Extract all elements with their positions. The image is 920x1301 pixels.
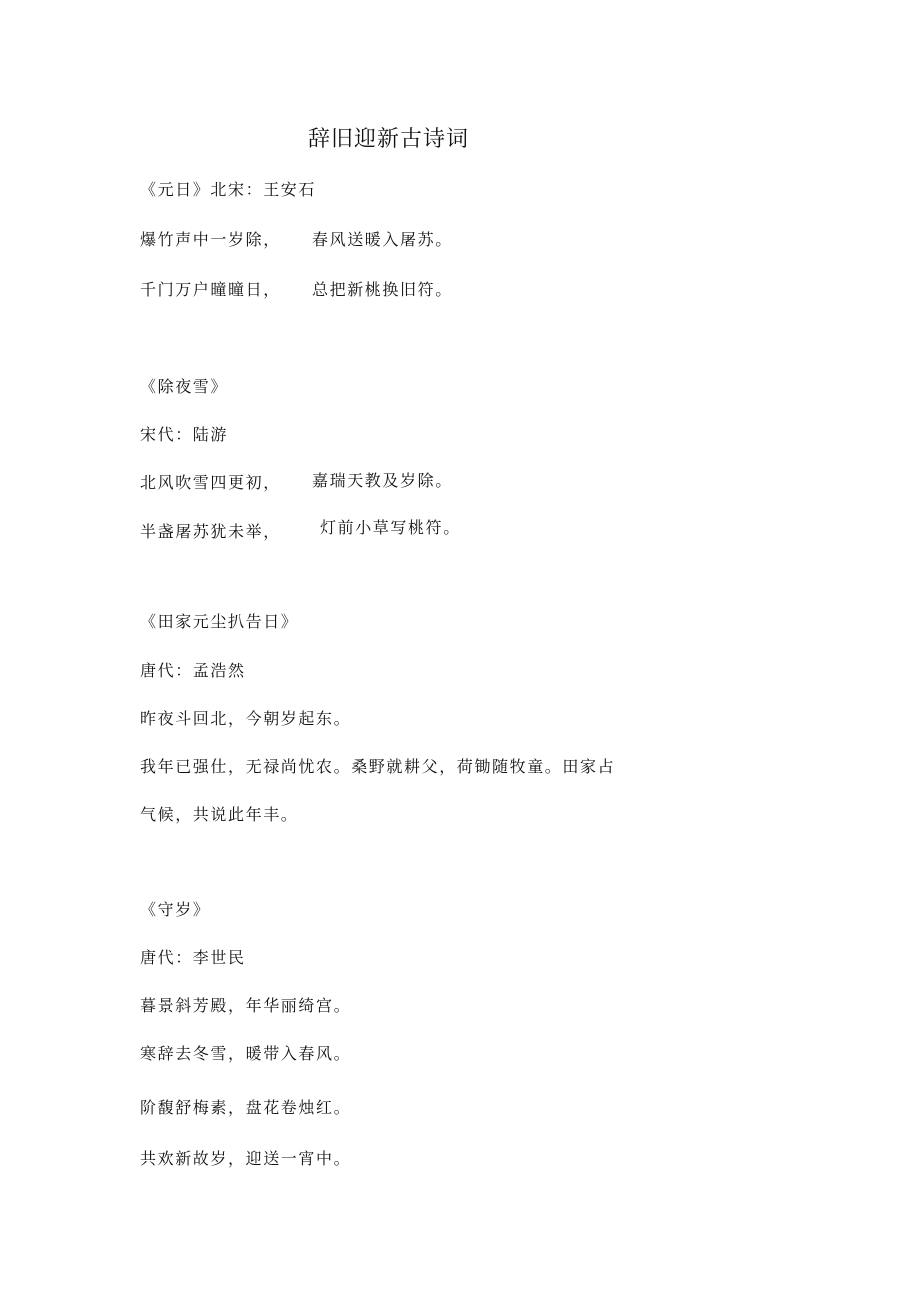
poem-author: 唐代：李世民 <box>140 948 246 967</box>
couplet-first-line: 千门万户曈曈日， <box>140 280 281 299</box>
poem-line: 阶馥舒梅素，盘花卷烛红。 <box>140 1098 352 1117</box>
poem-heading: 《田家元尘扒告日》 <box>140 612 299 631</box>
poem-couplet <box>140 280 740 300</box>
couplet-first-line: 爆竹声中一岁除， <box>140 230 281 249</box>
poem-heading: 《除夜雪》 <box>140 377 229 396</box>
document-title: 辞旧迎新古诗词 <box>308 127 470 152</box>
couplet-first-line: 半盏屠苏犹未举， <box>140 522 281 541</box>
poem-line: 我年已强仕，无禄尚忧农。桑野就耕父，荷锄随牧童。田家占 <box>140 757 616 776</box>
poem-line: 共欢新故岁，迎送一宵中。 <box>140 1149 352 1168</box>
poem-couplet <box>140 518 740 542</box>
poem-couplet <box>140 230 740 250</box>
couplet-first-line: 北风吹雪四更初， <box>140 473 281 492</box>
poem-line: 暮景斜芳殿，年华丽绮宫。 <box>140 996 352 1015</box>
poem-heading: 《守岁》 <box>140 900 211 919</box>
couplet-second-line: 嘉瑞天教及岁除。 <box>312 471 453 490</box>
couplet-second-line: 灯前小草写桃符。 <box>320 518 461 537</box>
poem-line: 昨夜斗回北，今朝岁起东。 <box>140 709 352 728</box>
couplet-second-line: 总把新桃换旧符。 <box>312 280 453 299</box>
poem-author: 宋代：陆游 <box>140 425 229 444</box>
poem-author: 唐代：孟浩然 <box>140 661 246 680</box>
poem-heading: 《元日》北宋：王安石 <box>140 180 317 199</box>
poem-line: 寒辞去冬雪，暖带入春风。 <box>140 1044 352 1063</box>
poem-line: 气候，共说此年丰。 <box>140 805 299 824</box>
poem-couplet <box>140 473 740 493</box>
couplet-second-line: 春风送暖入屠苏。 <box>312 230 453 249</box>
